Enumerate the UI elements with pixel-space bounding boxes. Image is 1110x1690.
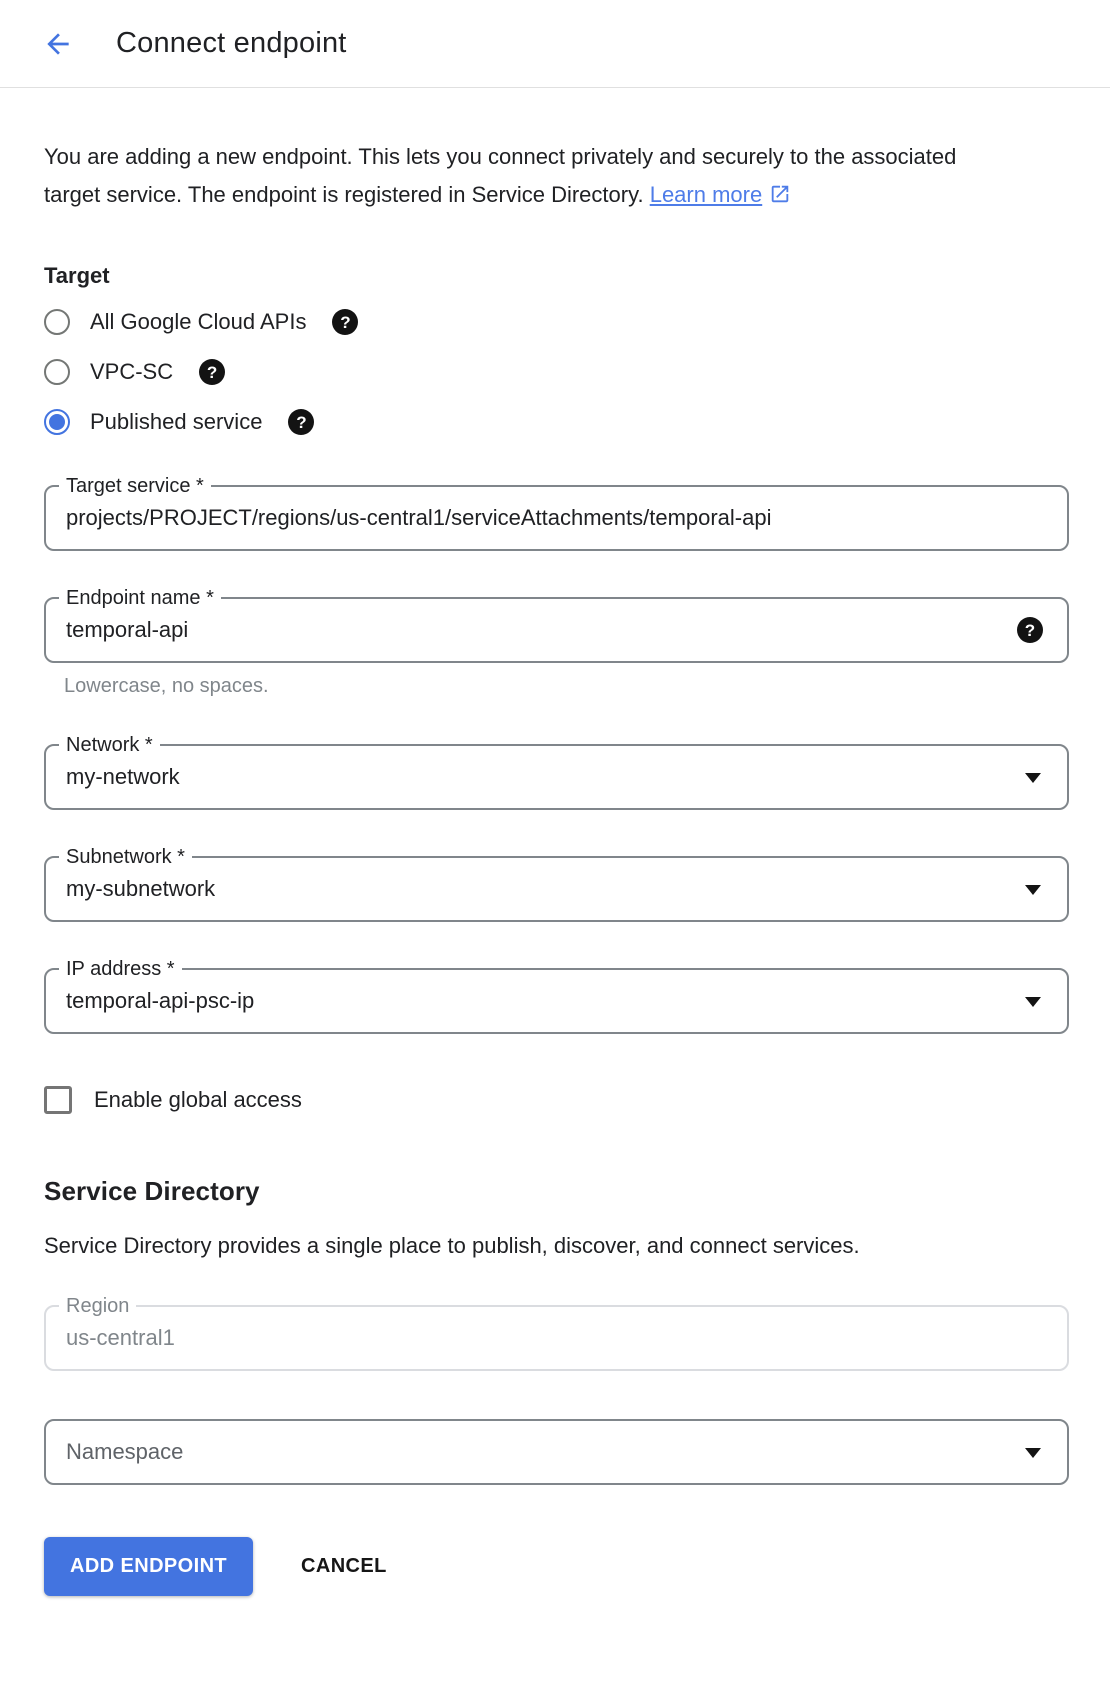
field-label: Target service * bbox=[59, 474, 211, 498]
add-endpoint-button[interactable]: ADD ENDPOINT bbox=[44, 1537, 253, 1596]
learn-more-label: Learn more bbox=[649, 182, 763, 207]
region-value: us-central1 bbox=[66, 1325, 175, 1350]
ip-address-value: temporal-api-psc-ip bbox=[66, 988, 255, 1013]
field-label: Endpoint name * bbox=[59, 586, 221, 610]
endpoint-name-value: temporal-api bbox=[66, 617, 189, 642]
cancel-button[interactable]: CANCEL bbox=[301, 1555, 387, 1577]
network-select[interactable] bbox=[44, 734, 1069, 810]
target-radio-vpc-sc[interactable] bbox=[44, 355, 1069, 389]
page-title: Connect endpoint bbox=[116, 27, 347, 59]
page-header bbox=[0, 0, 1110, 88]
target-radio-published-service[interactable] bbox=[44, 405, 1069, 439]
endpoint-name-field[interactable] bbox=[44, 587, 1069, 663]
global-access-row[interactable] bbox=[44, 1086, 1069, 1114]
chevron-down-icon bbox=[1025, 885, 1041, 895]
subnetwork-select[interactable] bbox=[44, 846, 1069, 922]
target-radio-all-google-cloud-apis[interactable] bbox=[44, 305, 1069, 339]
namespace-placeholder: Namespace bbox=[66, 1439, 184, 1464]
field-label: IP address * bbox=[59, 957, 182, 981]
global-access-checkbox[interactable] bbox=[44, 1086, 72, 1114]
radio-icon bbox=[44, 409, 70, 435]
field-label: Network * bbox=[59, 733, 160, 757]
target-section-label: Target bbox=[44, 263, 110, 288]
chevron-down-icon bbox=[1025, 773, 1041, 783]
endpoint-name-helper: Lowercase, no spaces. bbox=[64, 675, 269, 697]
chevron-down-icon bbox=[1025, 1448, 1041, 1458]
ip-address-select[interactable] bbox=[44, 958, 1069, 1034]
network-value: my-network bbox=[66, 764, 180, 789]
intro-text bbox=[44, 138, 966, 217]
radio-label: VPC-SC bbox=[90, 359, 174, 384]
arrow-left-icon bbox=[42, 28, 74, 60]
target-service-field[interactable] bbox=[44, 475, 1069, 551]
radio-label: Published service bbox=[90, 409, 263, 434]
region-field bbox=[44, 1295, 1069, 1371]
radio-icon bbox=[44, 309, 70, 335]
form-actions bbox=[44, 1537, 1069, 1656]
chevron-down-icon bbox=[1025, 997, 1041, 1007]
intro-sentence: You are adding a new endpoint. This lets you connect privately and securely to the associated target service. The endpoint is registered in Service Directory. bbox=[44, 144, 957, 207]
field-label: Subnetwork * bbox=[59, 845, 192, 869]
help-icon[interactable]: ? bbox=[1017, 617, 1043, 643]
field-label: Region bbox=[59, 1294, 136, 1318]
help-icon[interactable]: ? bbox=[288, 409, 314, 435]
radio-label: All Google Cloud APIs bbox=[90, 309, 307, 334]
help-icon[interactable]: ? bbox=[199, 359, 225, 385]
back-button[interactable] bbox=[38, 24, 78, 64]
learn-more-link[interactable] bbox=[650, 182, 792, 207]
external-link-icon bbox=[769, 179, 791, 217]
help-icon[interactable]: ? bbox=[332, 309, 358, 335]
subnetwork-value: my-subnetwork bbox=[66, 876, 216, 901]
namespace-select[interactable] bbox=[44, 1419, 1069, 1485]
service-directory-title: Service Directory bbox=[44, 1176, 260, 1206]
connect-endpoint-form bbox=[0, 138, 1110, 1656]
target-service-value: projects/PROJECT/regions/us-central1/serviceAttachments/temporal-api bbox=[66, 505, 772, 530]
service-directory-description: Service Directory provides a single place to publish, discover, and connect services. bbox=[44, 1233, 860, 1258]
radio-icon bbox=[44, 359, 70, 385]
global-access-label: Enable global access bbox=[94, 1087, 302, 1112]
